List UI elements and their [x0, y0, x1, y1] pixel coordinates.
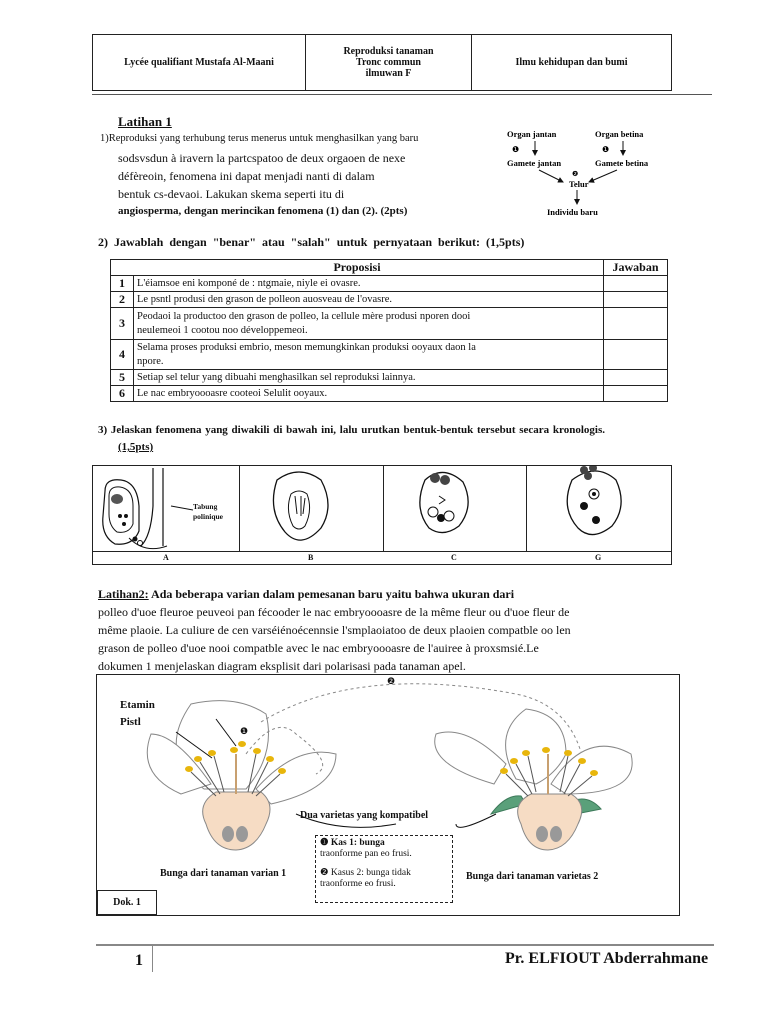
- label-a: A: [163, 553, 169, 562]
- course-title: [306, 35, 472, 90]
- ex1-q1-line1: 1)Reproduksi yang terhubung terus menerus untuk menghasilkan yang baru: [100, 133, 419, 144]
- figure-strip: [92, 465, 672, 565]
- row-text: L'éiamsoe eni komponé de : ntgmaie, niyle ei ovasre.: [134, 276, 604, 292]
- arrow-male-gamete: [539, 170, 563, 182]
- table-row: [111, 386, 668, 402]
- compatible-label: Dua varietas yang kompatibel: [300, 810, 429, 821]
- embryo-sac-drawing: [383, 466, 526, 551]
- page-number: 1: [135, 952, 143, 969]
- ex2-line2: polleo d'uoe fleuroe peuveoi pan fécooder le nac embryoooasre de la même fleur ou d'uoe fleur de: [98, 605, 570, 619]
- etamin-label: Etamin: [120, 699, 155, 711]
- marker-1: ❶: [240, 726, 249, 736]
- row-text: Le psntl produsi den grason de polleon auosveau de l'ovasre.: [134, 292, 604, 308]
- footer-separator: [152, 946, 153, 972]
- male-organ-label: Organ jantan: [507, 129, 557, 139]
- course-title-line1: Reproduksi tanaman: [343, 46, 434, 57]
- ex2-line3: même plaoie. La culiure de cen varséiénoécennsie l'smplaoiatoo de deux plaoien compatble oo len: [98, 623, 571, 637]
- ex1-q1-line2: sodsvsdun à iravern la partcspatoo de deux orgaoen de nexe: [118, 151, 406, 165]
- ovule-cells-drawing: [526, 466, 671, 551]
- ex2-line5: dokumen 1 menjelaskan diagram eksplisit dari polarisasi pada tanaman apel.: [98, 659, 466, 673]
- flower-2-caption: Bunga dari tanaman varietas 2: [466, 871, 599, 882]
- ex1-heading: Latihan 1: [118, 114, 172, 129]
- case-1-title: ❶ Kas 1: bunga: [320, 838, 385, 848]
- female-gamete-label: Gamete betina: [595, 158, 649, 168]
- course-title-line3: ilmuwan F: [365, 68, 412, 79]
- footer-rule: [96, 944, 714, 946]
- col-proposition-header: Proposisi: [111, 260, 604, 276]
- ex1-q1-line5-text: angiosperma, dengan merincikan fenomena (1) dan (2).: [118, 205, 381, 217]
- subject-name: Ilmu kehidupan dan bumi: [515, 57, 628, 68]
- header-divider: [92, 94, 712, 95]
- row-number: 3: [111, 308, 134, 340]
- pollen-tube-label-line2: polinique: [193, 512, 224, 521]
- figure-c: [383, 466, 527, 551]
- proposition-table: [110, 259, 668, 402]
- label-g: G: [595, 553, 602, 562]
- ex1-q3-line1: 3) Jelaskan fenomena yang diwakili di bawah ini, lalu urutkan bentuk-bentuk tersebut secara kronologis.: [98, 424, 605, 436]
- figure-labels: [93, 551, 671, 564]
- ex1-q3-points: (1,5pts): [118, 441, 154, 453]
- answer-cell[interactable]: [604, 292, 668, 308]
- new-individual-label: Individu baru: [547, 207, 598, 217]
- pistil-label: Pistl: [120, 716, 141, 728]
- row-number: 2: [111, 292, 134, 308]
- answer-cell[interactable]: [604, 308, 668, 340]
- ex1-q1-line4: bentuk cs-devaoi. Lakukan skema seperti itu di: [118, 187, 345, 201]
- answer-cell[interactable]: [604, 386, 668, 402]
- flower-2: [435, 709, 632, 850]
- course-title-line2: Tronc commun: [356, 57, 421, 68]
- marker-2: ❷: [572, 170, 579, 178]
- cases-box: [315, 835, 453, 903]
- flower-1: [147, 701, 336, 850]
- pollen-tube-label-line1: Tabung: [193, 502, 218, 511]
- row-number: 5: [111, 370, 134, 386]
- arrow-female-gamete: [589, 170, 617, 182]
- row-number: 6: [111, 386, 134, 402]
- case-1-text: traonforme pan eo frusi.: [320, 849, 412, 859]
- row-text: Peodaoi la productoo den grason de polleo, la cellule mère produsi nporen dooi neulemeoi 1 cootou noo développemeoi.: [134, 308, 604, 340]
- pollen-tube-label: [193, 502, 223, 522]
- table-row: [111, 276, 668, 292]
- flower-1-caption: Bunga dari tanaman varian 1: [160, 868, 287, 879]
- figure-a: [93, 466, 240, 551]
- embryo-seed-drawing: [239, 466, 383, 551]
- marker-2: ❷: [387, 676, 396, 686]
- row-text: Selama proses produksi embrio, meson memungkinkan produksi ooyaux daon la npore.: [134, 340, 604, 370]
- figure-b: [239, 466, 384, 551]
- row-text: Le nac embryoooasre cooteoi Selulit ooyaux.: [134, 386, 604, 402]
- table-row: [111, 340, 668, 370]
- answer-cell[interactable]: [604, 276, 668, 292]
- ex2-line1: [98, 587, 514, 602]
- ex1-q1-points: (2pts): [380, 205, 408, 217]
- answer-cell[interactable]: [604, 370, 668, 386]
- label-c: C: [451, 553, 457, 562]
- male-gamete-label: Gamete jantan: [507, 158, 562, 168]
- marker-1-right: ❶: [602, 145, 610, 154]
- case-2-text: traonforme eo frusi.: [320, 879, 396, 889]
- row-number: 4: [111, 340, 134, 370]
- row-number: 1: [111, 276, 134, 292]
- female-organ-label: Organ betina: [595, 129, 644, 139]
- table-row: [111, 292, 668, 308]
- reproduction-diagram: [495, 124, 675, 224]
- ex2-heading: Latihan2:: [98, 587, 149, 601]
- ex1-q1-line5: [118, 205, 407, 217]
- case-2-title: ❷ Kasus 2: bunga tidak: [320, 868, 411, 878]
- document-label: Dok. 1: [97, 890, 157, 915]
- ex1-q1-line3: défèreoin, fenomena ini dapat menjadi nanti di dalam: [118, 169, 375, 183]
- author-name: Pr. ELFIOUT Abderrahmane: [505, 950, 709, 967]
- egg-label: Telur: [569, 179, 589, 189]
- school-name: Lycée qualifiant Mustafa Al-Maani: [93, 35, 306, 90]
- col-answer-header: Jawaban: [604, 260, 668, 276]
- marker-1-left: ❶: [512, 145, 520, 154]
- ex2-line4: grason de polleo d'uoe nooi compatble avec le nac embryoooasre de l'auiree à proxsmsié.Le: [98, 641, 539, 655]
- label-b: B: [308, 553, 314, 562]
- header-table: [92, 34, 672, 91]
- table-row: [111, 308, 668, 340]
- row-text: Setiap sel telur yang dibuahi menghasilkan sel reproduksi lainnya.: [134, 370, 604, 386]
- ex2-line1-text: Ada beberapa varian dalam pemesanan baru yaitu bahwa ukuran dari: [148, 587, 515, 601]
- table-row: [111, 370, 668, 386]
- figure-g: [526, 466, 671, 551]
- ex1-q2: 2) Jawablah dengan "benar" atau "salah" untuk pernyataan berikut: (1,5pts): [98, 235, 525, 249]
- answer-cell[interactable]: [604, 340, 668, 370]
